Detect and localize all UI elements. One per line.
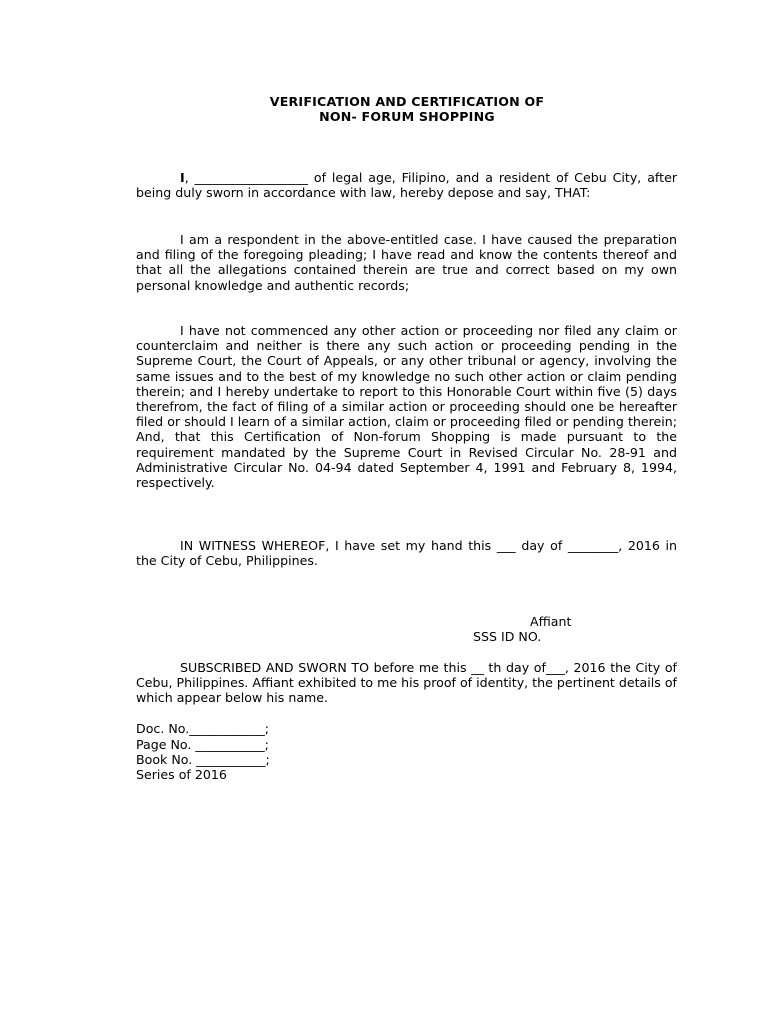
witness-paragraph: IN WITNESS WHEREOF, I have set my hand this ___ day of ________, 2016 in the City of Cebu, Philippines.: [136, 538, 677, 569]
subscription-paragraph: SUBSCRIBED AND SWORN TO before me this __ th day of___, 2016 the City of Cebu, Philippines. Affiant exhibited to me his proof of identity, the pertinent details of which appear below his name.: [136, 660, 677, 706]
page-no-line: Page No. ___________;: [136, 737, 269, 752]
affiant-statement-paragraph: [136, 170, 677, 200]
non-forum-shopping-paragraph: I have not commenced any other action or proceeding nor filed any claim or counterclaim and neither is there any such action or proceeding pending in the Supreme Court, the Court of Appeals, or any other tribunal or agency, involving the same issues and to the best of my knowledge no such other action or claim pending therein; and I hereby undertake to report to this Honorable Court within five (5) days therefrom, the fact of filing of a similar action or proceeding should one be hereafter filed or should I learn of a similar action, claim or proceeding filed or pending therein; And, that this Certification of Non-forum Shopping is made pursuant to the requirement mandated by the Supreme Court in Revised Circular No. 28-91 and Administrative Circular No. 04-94 dated September 4, 1991 and February 8, 1994, respectively.: [136, 323, 677, 491]
affiant-statement-text: , __________________ of legal age, Filipino, and a resident of Cebu City, after being duly sworn in accordance with law, hereby depose and say, THAT:: [136, 170, 677, 201]
doc-no-line: Doc. No.____________;: [136, 721, 270, 736]
book-no-line: Book No. ___________;: [136, 752, 270, 767]
respondent-paragraph: I am a respondent in the above-entitled case. I have caused the preparation and filing of the foregoing pleading; I have read and know the contents thereof and that all the allegations contained therein are true and correct based on my own personal knowledge and authentic records;: [136, 232, 677, 293]
series-line: Series of 2016: [136, 767, 227, 782]
affiant-label: Affiant: [530, 614, 572, 629]
document-title-line-2: NON- FORUM SHOPPING: [319, 109, 495, 124]
document-title-line-1: VERIFICATION AND CERTIFICATION OF: [269, 94, 545, 109]
sss-id-label: SSS ID NO.: [473, 629, 542, 644]
affiant-first-letter: I: [180, 170, 185, 185]
